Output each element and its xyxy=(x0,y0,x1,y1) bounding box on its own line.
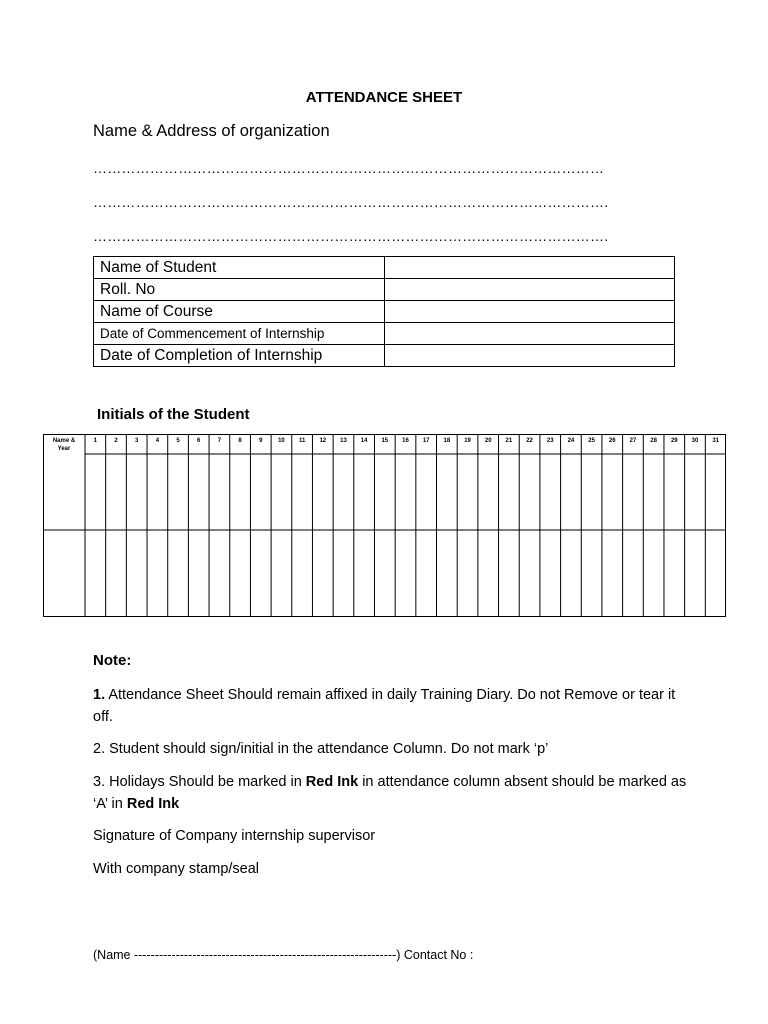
completion-label: Date of Completion of Internship xyxy=(94,345,385,367)
grid-day-header-16: 16 xyxy=(402,438,409,444)
note-item-1-text: Attendance Sheet Should remain affixed in daily Training Diary. Do not Remove or tear it off. xyxy=(93,687,676,725)
organization-line-1[interactable]: ……………………………………………………………………………………………… xyxy=(93,160,605,176)
info-row-roll-no xyxy=(94,279,675,301)
grid-day-header-9: 9 xyxy=(259,438,263,444)
grid-day-header-5: 5 xyxy=(176,438,180,444)
grid-day-header-1: 1 xyxy=(93,438,98,444)
note-item-3 xyxy=(93,771,693,815)
grid-day-header-24: 24 xyxy=(567,438,575,444)
grid-day-header-10: 10 xyxy=(278,438,285,444)
grid-day-header-18: 18 xyxy=(443,438,451,444)
student-name-field[interactable] xyxy=(385,257,675,279)
supervisor-signature-label: Signature of Company internship supervisor xyxy=(93,828,376,844)
grid-day-header-27: 27 xyxy=(629,438,637,444)
info-row-course xyxy=(94,301,675,323)
note-heading: Note: xyxy=(93,652,132,669)
student-info-table xyxy=(93,256,675,367)
grid-day-header-3: 3 xyxy=(135,438,139,444)
grid-day-header-26: 26 xyxy=(608,438,616,444)
grid-day-header-4: 4 xyxy=(155,438,160,444)
note-item-3-text-a: 3. Holidays Should be marked in xyxy=(93,774,306,790)
grid-day-header-15: 15 xyxy=(381,438,389,444)
grid-day-header-2: 2 xyxy=(114,438,118,444)
grid-day-header-21: 21 xyxy=(505,438,513,444)
grid-day-header-31: 31 xyxy=(712,438,720,444)
organization-line-2[interactable]: ………………………………………………………………………………………………. xyxy=(93,194,609,210)
course-field[interactable] xyxy=(385,301,675,323)
grid-day-header-30: 30 xyxy=(691,438,699,444)
grid-header-name: Name & xyxy=(52,438,76,444)
grid-day-header-14: 14 xyxy=(360,438,368,444)
grid-day-header-23: 23 xyxy=(546,438,554,444)
red-ink-label-1: Red Ink xyxy=(305,774,359,790)
grid-day-header-19: 19 xyxy=(464,438,471,444)
organization-label: Name & Address of organization xyxy=(93,122,330,140)
info-row-student-name xyxy=(94,257,675,279)
grid-day-header-17: 17 xyxy=(422,438,430,444)
commencement-label: Date of Commencement of Internship xyxy=(94,323,385,345)
roll-no-label: Roll. No xyxy=(94,279,385,301)
initials-heading: Initials of the Student xyxy=(97,406,250,423)
student-name-label: Name of Student xyxy=(94,257,385,279)
note-item-1 xyxy=(93,684,693,728)
note-item-1-number: 1. xyxy=(93,687,106,703)
footer-name-contact: (Name ---------------------------------------------------------------) Contact No : xyxy=(93,948,474,962)
info-row-commencement xyxy=(94,323,675,345)
info-row-completion xyxy=(94,345,675,367)
grid-day-header-7: 7 xyxy=(217,438,222,444)
grid-day-header-8: 8 xyxy=(238,438,242,444)
grid-day-header-6: 6 xyxy=(197,438,201,444)
grid-day-header-29: 29 xyxy=(670,438,678,444)
grid-day-header-25: 25 xyxy=(588,438,595,444)
roll-no-field[interactable] xyxy=(385,279,675,301)
attendance-grid xyxy=(43,434,727,620)
grid-day-header-11: 11 xyxy=(298,438,306,444)
organization-line-3[interactable]: ………………………………………………………………………………………………. xyxy=(93,228,609,244)
red-ink-label-2: Red Ink xyxy=(126,796,180,812)
grid-day-header-22: 22 xyxy=(526,438,533,444)
commencement-field[interactable] xyxy=(385,323,675,345)
company-stamp-label: With company stamp/seal xyxy=(93,861,260,877)
note-item-3-text-b: in attendance column absent should be marked as ‘A’ in xyxy=(93,774,687,812)
course-label: Name of Course xyxy=(94,301,385,323)
note-item-2: 2. Student should sign/initial in the attendance Column. Do not mark ‘p’ xyxy=(93,741,549,757)
grid-border xyxy=(44,435,726,617)
grid-day-header-12: 12 xyxy=(319,438,327,444)
completion-field[interactable] xyxy=(385,345,675,367)
grid-header-year: Year xyxy=(57,446,71,452)
grid-day-header-28: 28 xyxy=(650,438,657,444)
grid-day-header-13: 13 xyxy=(340,438,347,444)
page-title: ATTENDANCE SHEET xyxy=(305,89,463,106)
grid-day-header-20: 20 xyxy=(484,438,492,444)
